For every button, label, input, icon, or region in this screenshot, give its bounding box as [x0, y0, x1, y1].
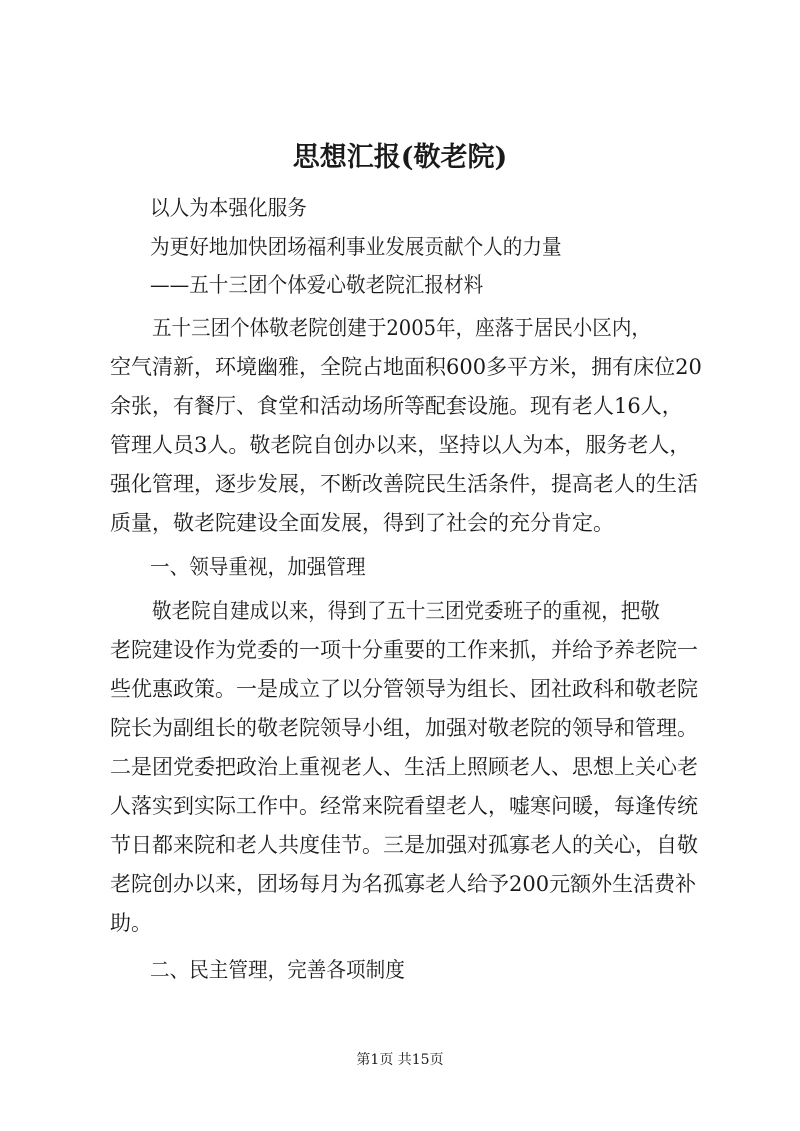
- paragraph-line: 五十三团个体敬老院创建于2005年，座落于居民小区内，: [152, 316, 651, 340]
- subtitle-line: 为更好地加快团场福利事业发展贡献个人的力量: [150, 235, 562, 259]
- paragraph-line: 二是团党委把政治上重视老人、生活上照顾老人、思想上关心老: [110, 755, 698, 779]
- paragraph-line: 老院建设作为党委的一项十分重要的工作来抓，并给予养老院一: [110, 638, 698, 662]
- paragraph-line: 管理人员3人。敬老院自创办以来，坚持以人为本，服务老人，: [110, 433, 691, 457]
- paragraph-line: 质量，敬老院建设全面发展，得到了社会的充分肯定。: [110, 511, 614, 535]
- paragraph-line: 余张，有餐厅、食堂和活动场所等配套设施。现有老人16人，: [110, 394, 683, 418]
- paragraph-line: 些优惠政策。一是成立了以分管领导为组长、团社政科和敬老院: [110, 677, 698, 701]
- section-heading: 二、民主管理，完善各项制度: [150, 958, 405, 982]
- subtitle-line: 以人为本强化服务: [150, 196, 307, 220]
- paragraph-line: 人落实到实际工作中。经常来院看望老人，嘘寒问暖，每逢传统: [110, 794, 698, 818]
- paragraph-line: 助。: [110, 911, 152, 935]
- subtitle-line: ——五十三团个体爱心敬老院汇报材料: [150, 273, 484, 297]
- section-heading: 一、领导重视，加强管理: [150, 555, 366, 579]
- paragraph-line: 强化管理，逐步发展，不断改善院民生活条件，提高老人的生活: [110, 472, 698, 496]
- paragraph-line: 老院创办以来，团场每月为名孤寡老人给予200元额外生活费补: [110, 872, 697, 896]
- paragraph-line: 节日都来院和老人共度佳节。三是加强对孤寡老人的关心，自敬: [110, 833, 698, 857]
- paragraph-line: 院长为副组长的敬老院领导小组，加强对敬老院的领导和管理。: [110, 716, 698, 740]
- document-title: 思想汇报(敬老院): [292, 142, 508, 173]
- page-number-footer: 第1页 共15页: [356, 1052, 444, 1068]
- paragraph-line: 敬老院自建成以来，得到了五十三团党委班子的重视，把敬: [152, 599, 660, 623]
- paragraph-line: 空气清新，环境幽雅，全院占地面积600多平方米，拥有床位20: [110, 355, 702, 379]
